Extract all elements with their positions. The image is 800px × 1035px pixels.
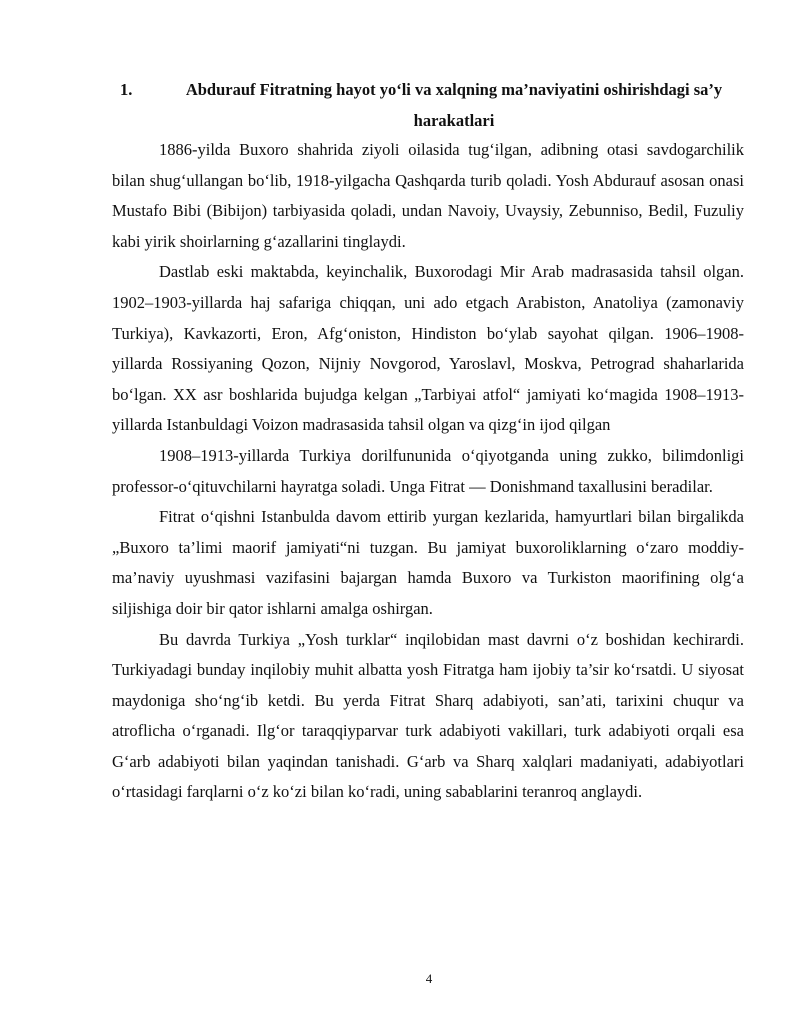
paragraph-3: 1908–1913-yillarda Turkiya dorilfununida o‘qiyotganda uning zukko, bilimdonligi professor-o‘qituvchilarni hayratga soladi. Unga Fitrat — Donishmand taxallusini beradilar. — [112, 445, 744, 496]
body-text — [112, 135, 744, 808]
heading-title: Abdurauf Fitratning hayot yo‘li va xalqning ma’naviyatini oshirishdagi sa’y harakatlari — [185, 80, 723, 130]
paragraph-5: Bu davrda Turkiya „Yosh turklar“ inqilobidan mast davrni o‘z boshidan kechirardi. Turkiyadagi bunday inqilobiy muhit albatta yosh Fitratga ham ijobiy ta’sir ko‘rsatdi. U siyosat maydoniga sho‘ng‘ib ketdi. Bu yerda Fitrat Sharq adabiyoti, san’ati, tarixini chuqur va atroflicha o‘rganadi. Ilg‘or taraqqiyparvar turk adabiyoti vakillari, turk adabiyoti orqali esa G‘arb adabiyoti bilan yaqindan tanishadi. G‘arb va Sharq xalqlari madaniyati, adabiyotlari o‘rtasidagi farqlarni o‘z ko‘zi bilan ko‘radi, uning sabablarini teranroq anglaydi. — [112, 629, 744, 802]
heading-number: 1. — [120, 80, 133, 99]
page-number: 4 — [425, 971, 433, 986]
paragraph-2: Dastlab eski maktabda, keyinchalik, Buxorodagi Mir Arab madrasasida tahsil olgan. 1902–1903-yillarda haj safariga chiqqan, uni ado etgach Arabiston, Anatoliya (zamonaviy Turkiya), Kavkazorti, Eron, Afg‘oniston, Hindiston bo‘ylab sayohat qilgan. 1906–1908-yillarda Rossiyaning Qozon, Nijniy Novgorod, Yaroslavl, Moskva, Petrograd shaharlarida bo‘lgan. XX asr boshlarida bujudga kelgan „Tarbiyai atfol“ jamiyati ko‘magida 1908–1913-yillarda Istanbuldagi Voizon madrasasida tahsil olgan va qizg‘in ijod qilgan — [112, 262, 744, 435]
paragraph-1: 1886-yilda Buxoro shahrida ziyoli oilasida tug‘ilgan, adibning otasi savdogarchilik bilan shug‘ullangan bo‘lib, 1918-yilgacha Qashqarda turib qoladi. Yosh Abdurauf asosan onasi Mustafo Bibi (Bibijon) tarbiyasida qoladi, undan Navoiy, Uvaysiy, Zebunniso, Bedil, Fuzuliy kabi yirik shoirlarning g‘azallarini tinglaydi. — [112, 140, 744, 251]
paragraph-4: Fitrat o‘qishni Istanbulda davom ettirib yurgan kezlarida, hamyurtlari bilan birgalikda „Buxoro ta’limi maorif jamiyati“ni tuzgan. Bu jamiyat buxoroliklarning o‘zaro moddiy-ma’naviy uyushmasi vazifasini bajargan hamda Buxoro va Turkiston maorifining olg‘a siljishiga doir bir qator ishlarni amalga oshirgan. — [112, 507, 744, 618]
section-heading — [112, 74, 744, 136]
